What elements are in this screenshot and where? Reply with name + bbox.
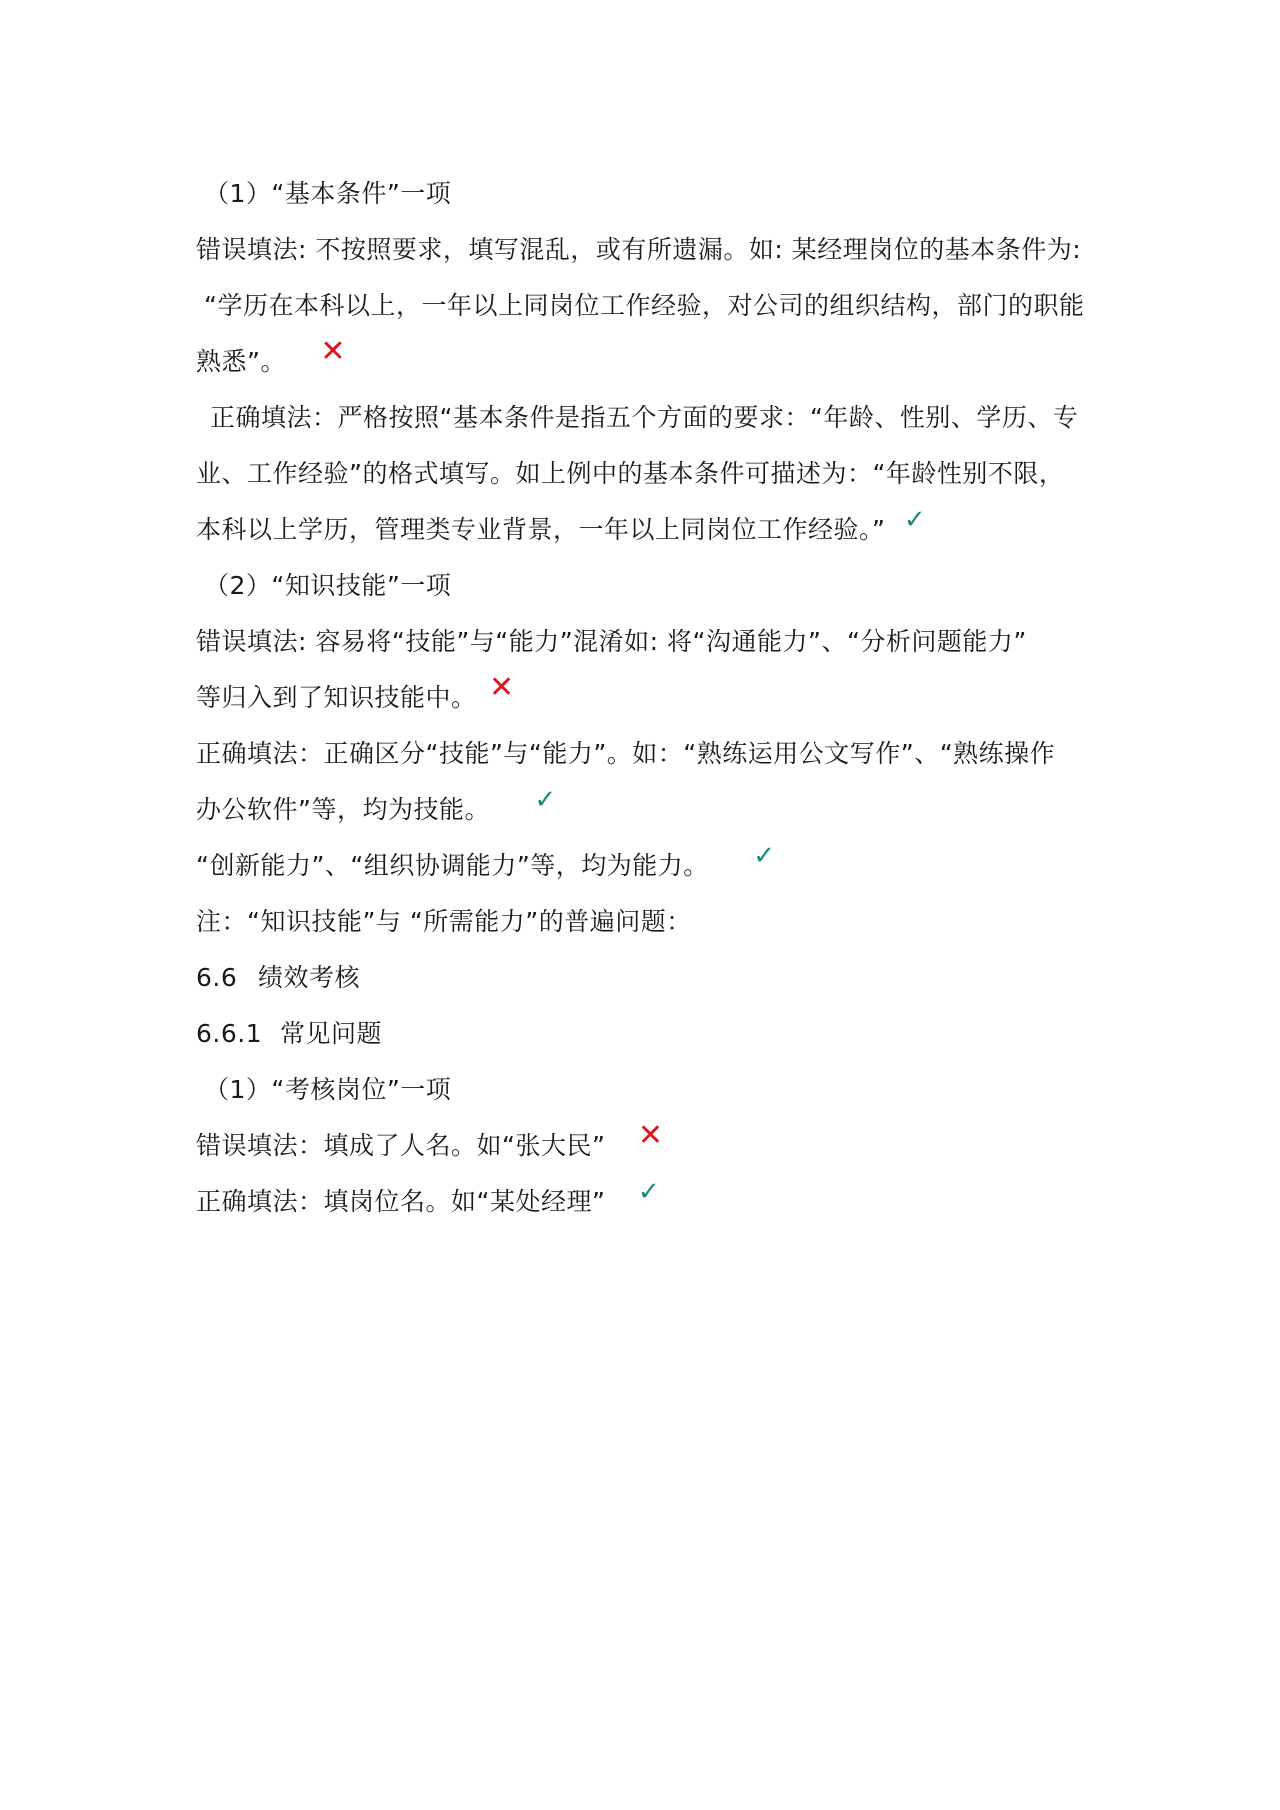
heading-number: 6.6.1	[196, 1019, 263, 1048]
check-mark-icon: ✓	[753, 841, 776, 871]
wrong-method-text: 错误填法: 容易将“技能”与“能力”混淆如: 将“沟通能力”、“分析问题能力”	[196, 627, 1027, 656]
cross-mark-icon: ✕	[488, 670, 515, 705]
wrong-method-text: 错误填法: 不按照要求，填写混乱，或有所遗漏。如: 某经理岗位的基本条件为:	[196, 235, 1082, 264]
paragraph-line	[196, 390, 1096, 446]
heading-number: 6.6	[196, 963, 238, 992]
check-mark-icon: ✓	[903, 505, 927, 535]
section-heading-knowledge-skills	[196, 558, 1096, 614]
paragraph-line	[196, 222, 1096, 278]
section-heading-basic-conditions	[196, 166, 1096, 222]
correct-method-text: 办公软件”等，均为技能。	[196, 795, 490, 824]
example-text: “学历在本科以上，一年以上同岗位工作经验，对公司的组织结构，部门的职能	[204, 291, 1085, 320]
document-body	[196, 166, 1096, 1230]
correct-method-text: 正确填法：严格按照“基本条件是指五个方面的要求：“年龄、性别、学历、专	[210, 403, 1079, 432]
correct-method-text: 正确填法：填岗位名。如“某处经理”	[196, 1187, 606, 1216]
heading-text: （1）“考核岗位”一项	[204, 1075, 452, 1104]
example-text: 熟悉”。	[196, 347, 286, 376]
check-mark-icon: ✓	[534, 785, 557, 815]
correct-method-text: 本科以上学历，管理类专业背景，一年以上同岗位工作经验。”	[196, 515, 886, 544]
correct-method-text: 正确填法：正确区分“技能”与“能力”。如：“熟练运用公文写作”、“熟练操作	[196, 739, 1056, 768]
check-mark-icon: ✓	[637, 1177, 661, 1207]
section-heading-performance-review	[196, 950, 1096, 1006]
paragraph-line	[196, 670, 1096, 726]
paragraph-line	[196, 334, 1096, 390]
heading-text: （2）“知识技能”一项	[204, 571, 452, 600]
paragraph-line	[196, 894, 1096, 950]
correct-method-text: 业、工作经验”的格式填写。如上例中的基本条件可描述为：“年龄性别不限，	[196, 459, 1065, 488]
heading-text: 常见问题	[280, 1019, 383, 1048]
paragraph-line	[196, 1174, 1096, 1230]
wrong-method-text: 等归入到了知识技能中。	[196, 683, 477, 712]
subsection-heading-common-issues	[196, 1006, 1096, 1062]
heading-text: （1）“基本条件”一项	[204, 179, 452, 208]
paragraph-line	[196, 446, 1096, 502]
wrong-method-text: 错误填法：填成了人名。如“张大民”	[196, 1131, 606, 1160]
cross-mark-icon: ✕	[320, 334, 347, 369]
paragraph-line	[196, 614, 1096, 670]
paragraph-line	[196, 838, 1096, 894]
cross-mark-icon: ✕	[637, 1118, 664, 1153]
note-text: 注：“知识技能”与 “所需能力”的普遍问题：	[196, 907, 692, 936]
paragraph-line	[196, 726, 1096, 782]
correct-method-text: “创新能力”、“组织协调能力”等，均为能力。	[196, 851, 709, 880]
paragraph-line	[196, 502, 1096, 558]
paragraph-line	[196, 782, 1096, 838]
heading-text: 绩效考核	[258, 963, 361, 992]
